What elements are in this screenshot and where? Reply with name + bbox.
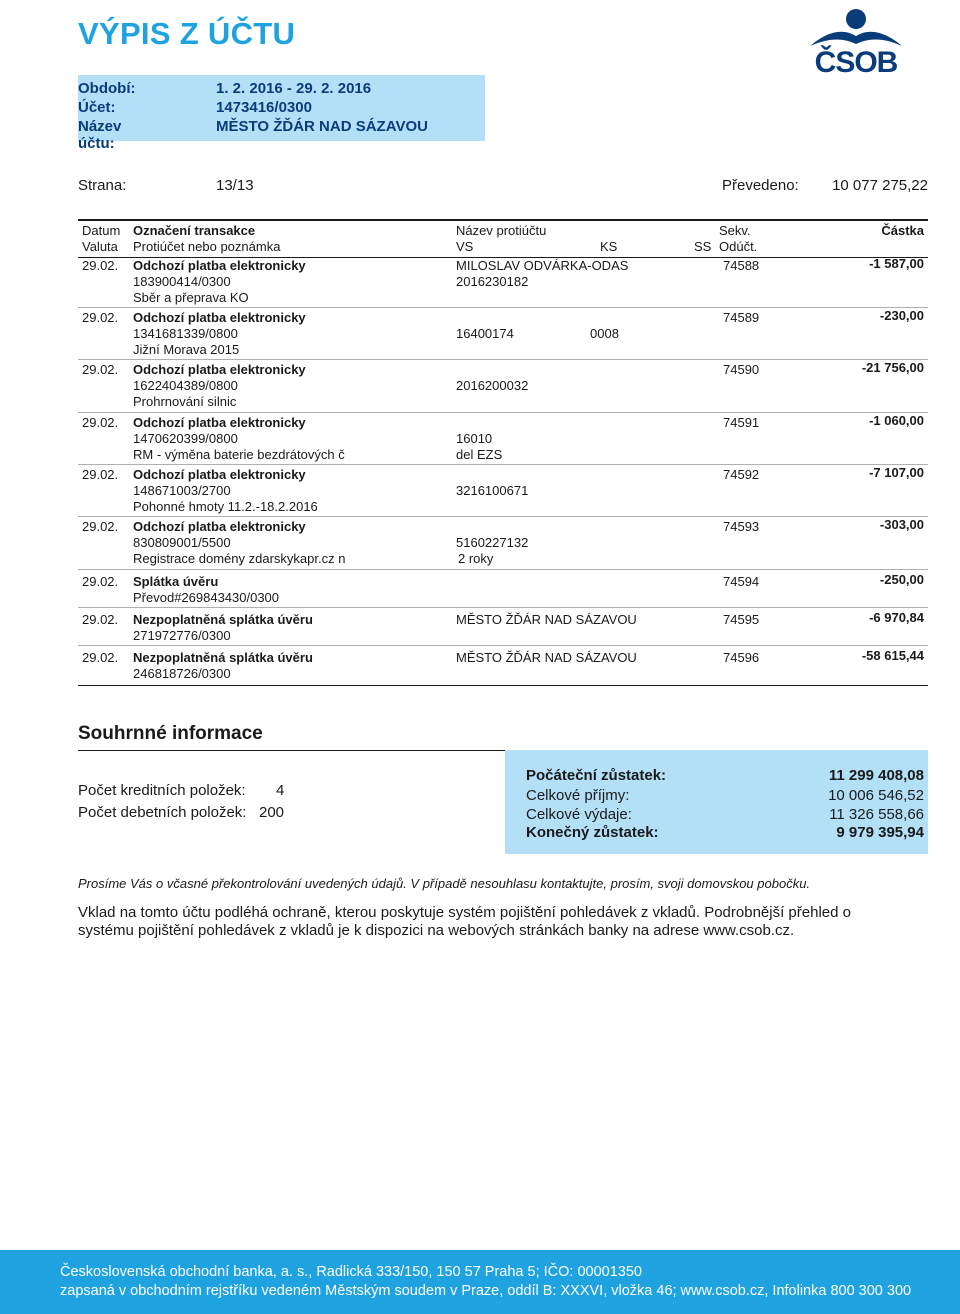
csob-wave-logo-icon bbox=[806, 6, 906, 50]
col-castka: Částka bbox=[881, 223, 924, 238]
row-amount: -1 587,00 bbox=[869, 256, 924, 271]
balance-summary bbox=[505, 750, 928, 854]
row-seq: 74596 bbox=[723, 650, 760, 665]
period-value: 1. 2. 2016 - 29. 2. 2016 bbox=[216, 80, 372, 97]
row-account: 1470620399/0800 bbox=[133, 431, 238, 446]
table-row bbox=[78, 607, 928, 646]
row-vs: 5160227132 bbox=[456, 535, 529, 550]
row-date: 29.02. bbox=[82, 415, 119, 430]
row-type: Odchozí platba elektronicky bbox=[133, 519, 306, 534]
row-ks: 0008 bbox=[590, 326, 619, 341]
table-row bbox=[78, 255, 928, 308]
debit-count-label: Počet debetních položek: bbox=[78, 804, 247, 821]
row-account: Převod#269843430/0300 bbox=[133, 590, 280, 605]
csob-logo bbox=[806, 6, 906, 78]
row-amount: -6 970,84 bbox=[869, 610, 924, 625]
closing-balance-label: Konečný zůstatek: bbox=[526, 824, 659, 841]
row-amount: -21 756,00 bbox=[861, 360, 924, 375]
row-type: Splátka úvěru bbox=[133, 574, 219, 589]
deposit-insurance-info: Vklad na tomto účtu podléhá ochraně, kterou poskytuje systém pojištění pohledávek z vkladů. Podrobnější přehled o systému pojištění pohledávek z vkladů je k dispozici na webových stránkách banky na adrese www.csob.cz. bbox=[78, 904, 851, 939]
credit-count-label: Počet kreditních položek: bbox=[78, 782, 246, 799]
row-type: Nezpoplatněná splátka úvěru bbox=[133, 612, 313, 627]
row-type: Odchozí platba elektronicky bbox=[133, 415, 306, 430]
row-amount: -1 060,00 bbox=[869, 413, 924, 428]
row-account: 830809001/5500 bbox=[133, 535, 231, 550]
row-type: Odchozí platba elektronicky bbox=[133, 467, 306, 482]
row-name: MĚSTO ŽĎÁR NAD SÁZAVOU bbox=[456, 612, 637, 627]
opening-balance-label: Počáteční zůstatek: bbox=[526, 767, 667, 784]
debit-count-row bbox=[78, 804, 285, 826]
row-vs-extra: del EZS bbox=[456, 447, 503, 462]
total-expense-value: 11 326 558,66 bbox=[829, 806, 924, 823]
row-date: 29.02. bbox=[82, 467, 119, 482]
row-account: 246818726/0300 bbox=[133, 666, 231, 681]
table-row bbox=[78, 412, 928, 465]
row-seq: 74595 bbox=[723, 612, 760, 627]
row-date: 29.02. bbox=[82, 258, 119, 273]
summary-title: Souhrnné informace bbox=[78, 723, 263, 744]
footer-line-2: zapsaná v obchodním rejstříku vedeném Městským soudem v Praze, oddíl B: XXXVI, vložka 46; www.csob.cz, Infolinka 800 300 300 bbox=[60, 1283, 912, 1299]
row-type: Odchozí platba elektronicky bbox=[133, 362, 306, 377]
col-ks: KS bbox=[600, 239, 618, 254]
row-seq: 74588 bbox=[723, 258, 760, 273]
col-sekv: Sekv. bbox=[719, 223, 751, 238]
row-date: 29.02. bbox=[82, 519, 119, 534]
account-name-value: MĚSTO ŽĎÁR NAD SÁZAVOU bbox=[216, 118, 428, 135]
row-note: Sběr a přeprava KO bbox=[133, 290, 249, 305]
col-oznaceni: Označení transakce bbox=[133, 223, 256, 238]
row-type: Nezpoplatněná splátka úvěru bbox=[133, 650, 313, 665]
row-vs: 16400174 bbox=[456, 326, 514, 341]
row-date: 29.02. bbox=[82, 650, 119, 665]
row-vs: 2016200032 bbox=[456, 378, 529, 393]
row-account: 271972776/0300 bbox=[133, 628, 231, 643]
table-row bbox=[78, 645, 928, 686]
check-note: Prosíme Vás o včasné překontrolování uvedených údajů. V případě nesouhlasu kontaktujte, prosím, svoji domovskou pobočku. bbox=[78, 876, 811, 891]
total-income-label: Celkové příjmy: bbox=[526, 787, 630, 804]
table-row bbox=[78, 464, 928, 517]
carried-label: Převedeno: bbox=[722, 177, 799, 194]
row-note: Jižní Morava 2015 bbox=[133, 342, 240, 357]
row-account: 1341681339/0800 bbox=[133, 326, 238, 341]
row-seq: 74591 bbox=[723, 415, 760, 430]
credit-count-value: 4 bbox=[276, 782, 285, 799]
row-date: 29.02. bbox=[82, 310, 119, 325]
row-seq: 74589 bbox=[723, 310, 760, 325]
account-header bbox=[78, 75, 485, 152]
row-seq: 74590 bbox=[723, 362, 760, 377]
col-valuta: Valuta bbox=[82, 239, 118, 254]
row-account: 183900414/0300 bbox=[133, 274, 231, 289]
row-seq: 74593 bbox=[723, 519, 760, 534]
row-date: 29.02. bbox=[82, 612, 119, 627]
col-vs: VS bbox=[456, 239, 474, 254]
page-label: Strana: bbox=[78, 177, 127, 194]
row-seq: 74594 bbox=[723, 574, 760, 589]
row-type: Odchozí platba elektronicky bbox=[133, 258, 306, 273]
row-vs: 3216100671 bbox=[456, 483, 529, 498]
carried-value: 10 077 275,22 bbox=[832, 177, 928, 194]
page-title: VÝPIS Z ÚČTU bbox=[78, 16, 296, 51]
row-vs-extra: 2 roky bbox=[458, 551, 494, 566]
table-row bbox=[78, 307, 928, 360]
row-note: Registrace domény zdarskykapr.cz n bbox=[133, 551, 346, 566]
table-row bbox=[78, 359, 928, 413]
row-amount: -230,00 bbox=[879, 308, 924, 323]
account-label: Účet: bbox=[78, 99, 116, 116]
col-datum: Datum bbox=[82, 223, 121, 238]
row-vs: 2016230182 bbox=[456, 274, 529, 289]
total-expense-label: Celkové výdaje: bbox=[526, 806, 632, 823]
row-amount: -303,00 bbox=[879, 517, 924, 532]
footer bbox=[0, 1250, 960, 1314]
row-note: RM - výměna baterie bezdrátových č bbox=[133, 447, 345, 462]
table-row bbox=[78, 516, 928, 570]
row-name: MĚSTO ŽĎÁR NAD SÁZAVOU bbox=[456, 650, 637, 665]
period-label: Období: bbox=[78, 80, 136, 97]
col-oducet: Odúčt. bbox=[719, 239, 758, 254]
row-type: Odchozí platba elektronicky bbox=[133, 310, 306, 325]
account-value: 1473416/0300 bbox=[216, 99, 312, 116]
total-income-value: 10 006 546,52 bbox=[828, 787, 924, 804]
debit-count-value: 200 bbox=[259, 804, 285, 821]
logo-text: ČSOB bbox=[814, 46, 898, 79]
col-nazev: Název protiúčtu bbox=[456, 223, 547, 238]
row-amount: -250,00 bbox=[879, 572, 924, 587]
row-account: 1622404389/0800 bbox=[133, 378, 238, 393]
footer-line-1: Československá obchodní banka, a. s., Radlická 333/150, 150 57 Praha 5; IČO: 00001350 bbox=[60, 1264, 642, 1280]
row-seq: 74592 bbox=[723, 467, 760, 482]
opening-balance-value: 11 299 408,08 bbox=[828, 767, 924, 784]
row-amount: -58 615,44 bbox=[861, 648, 924, 663]
row-account: 148671003/2700 bbox=[133, 483, 231, 498]
row-date: 29.02. bbox=[82, 574, 119, 589]
col-protiucet: Protiúčet nebo poznámka bbox=[133, 239, 281, 254]
item-counts bbox=[78, 782, 285, 826]
closing-balance-value: 9 979 395,94 bbox=[836, 824, 924, 841]
table-row bbox=[78, 569, 928, 608]
row-note: Pohonné hmoty 11.2.-18.2.2016 bbox=[133, 499, 318, 514]
page-number: 13/13 bbox=[216, 177, 254, 194]
table-header bbox=[78, 219, 928, 258]
account-name-label: Název účtu: bbox=[78, 118, 122, 152]
row-amount: -7 107,00 bbox=[869, 465, 924, 480]
row-name: MILOSLAV ODVÁRKA-ODAS bbox=[456, 258, 629, 273]
row-vs: 16010 bbox=[456, 431, 493, 446]
credit-count-row bbox=[78, 782, 285, 804]
row-date: 29.02. bbox=[82, 362, 119, 377]
col-ss: SS bbox=[694, 239, 712, 254]
row-note: Prohrnování silnic bbox=[133, 394, 237, 409]
